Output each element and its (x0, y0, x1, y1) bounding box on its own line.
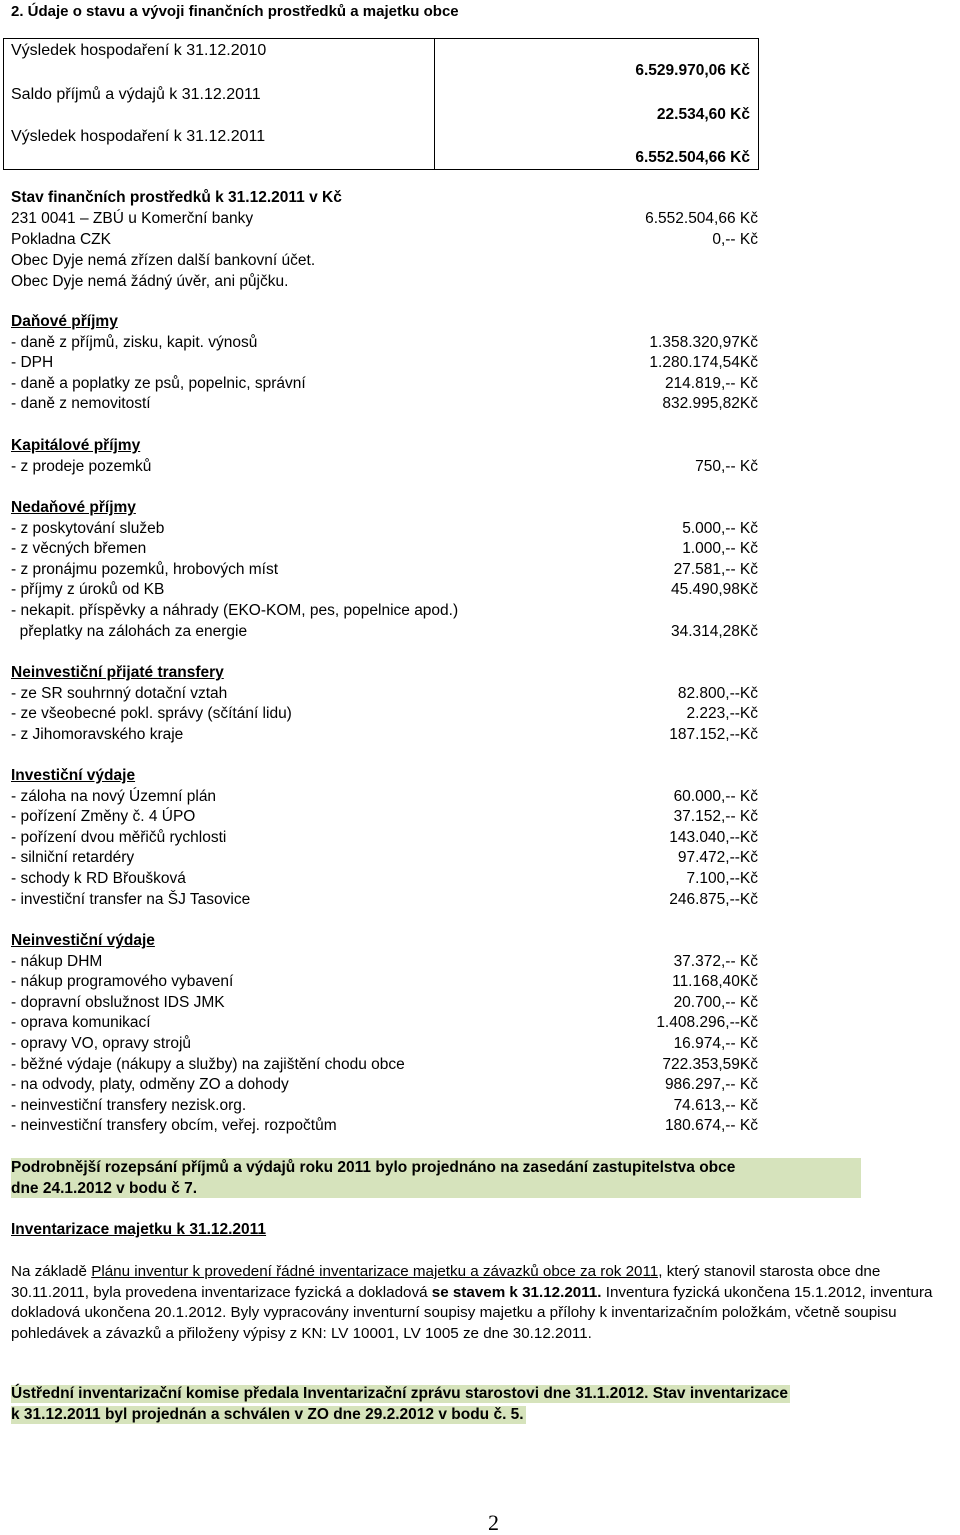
summary-label-2010: Výsledek hospodaření k 31.12.2010 (11, 42, 267, 59)
nontax-income-row-label: - nekapit. příspěvky a náhrady (EKO-KOM, pes, popelnice apod.) (11, 602, 459, 619)
tax-income-row-label: - daně a poplatky ze psů, popelnic, správní (11, 375, 306, 392)
noninvest-expenses-row-label: - neinvestiční transfery nezisk.org. (11, 1097, 247, 1114)
summary-label-2011: Výsledek hospodaření k 31.12.2011 (11, 128, 266, 145)
highlight-note (11, 1158, 861, 1198)
nontax-income-row-value: 34.314,28Kč (670, 623, 758, 640)
inventory-final-line2: k 31.12.2011 byl projednán a schválen v ZO dne 29.2.2012 v bodu č. 5. (11, 1405, 524, 1423)
inventory-rest: Inventura fyzická ukončena 15.1.2012, inventura dokladová ukončena 20.1.2012. Byly vypracovány inventurní soupisy majetku a přílohy k inventarizačním položkám, včetně soupisu pohledávek a závazků a přiloženy výpisy z KN: LV 10001, LV 1005 ze dne 30.12.2011. (11, 1283, 933, 1343)
nontax-income-row-label: - příjmy z úroků od KB (11, 581, 165, 598)
tax-income-row-value: 832.995,82Kč (662, 395, 758, 412)
invest-expenses-row-label: - silniční retardéry (11, 849, 135, 866)
inventory-final-line1: Ústřední inventarizační komise předala Inventarizační zprávu starostovi dne 31.1.2012. Stav inventarizace (11, 1385, 789, 1402)
noninvest-expenses-row-value: 16.974,-- Kč (673, 1035, 758, 1052)
inventory-state-date: se stavem k 31.12.2011. (431, 1283, 602, 1301)
noninvest-expenses-row-value: 722.353,59Kč (662, 1056, 758, 1073)
tax-income-row-label: - daně z nemovitostí (11, 395, 151, 412)
invest-expenses-heading: Investiční výdaje (11, 767, 136, 784)
funds-row-label: 231 0041 – ZBÚ u Komerční banky (11, 210, 254, 227)
nontax-income-row-value: 1.000,-- Kč (682, 540, 758, 557)
noninvest-expenses-row-label: - nákup DHM (11, 953, 103, 970)
invest-expenses-row-label: - pořízení Změny č. 4 ÚPO (11, 808, 196, 825)
capital-income-row-label: - z prodeje pozemků (11, 458, 152, 475)
summary-label-saldo: Saldo příjmů a výdajů k 31.12.2011 (11, 86, 261, 103)
highlight-note-line1: Podrobnější rozepsání příjmů a výdajů roku 2011 bylo projednáno na zasedání zastupitelstva obce (11, 1159, 736, 1176)
nontax-income-row-label: přeplatky na zálohách za energie (11, 623, 248, 640)
inventory-plan-link: Plánu inventur k provedení řádné inventarizace majetku a závazků obce za rok 2011, (91, 1263, 663, 1280)
nontax-income-row-value: 45.490,98Kč (670, 581, 758, 598)
noninvest-expenses-row-value: 180.674,-- Kč (664, 1117, 758, 1134)
noninvest-expenses-row-value: 11.168,40Kč (672, 973, 758, 990)
summary-value-2011: 6.552.504,66 Kč (635, 149, 750, 166)
section-title: 2. Údaje o stavu a vývoji finančních prostředků a majetku obce (11, 3, 459, 20)
summary-value-saldo: 22.534,60 Kč (656, 106, 750, 123)
box-divider (434, 39, 435, 169)
nontax-income-row-label: - z pronájmu pozemků, hrobových míst (11, 561, 279, 578)
tax-income-row-label: - DPH (11, 354, 54, 371)
funds-row-value: 6.552.504,66 Kč (645, 210, 758, 227)
noninvest-transfers-row-label: - z Jihomoravského kraje (11, 726, 184, 743)
nontax-income-row-value: 27.581,-- Kč (673, 561, 758, 578)
invest-expenses-row-label: - schody k RD Břoušková (11, 870, 186, 887)
invest-expenses-row-label: - investiční transfer na ŠJ Tasovice (11, 891, 251, 908)
funds-row-label: Pokladna CZK (11, 231, 111, 248)
noninvest-expenses-row-value: 20.700,-- Kč (673, 994, 758, 1011)
page-number: 2 (488, 1510, 499, 1535)
invest-expenses-row-value: 7.100,--Kč (686, 870, 758, 887)
invest-expenses-row-value: 60.000,-- Kč (673, 788, 758, 805)
capital-income-heading: Kapitálové příjmy (11, 437, 141, 454)
funds-heading: Stav finančních prostředků k 31.12.2011 v Kč (11, 189, 342, 206)
funds-row-label: Obec Dyje nemá zřízen další bankovní účet. (11, 252, 316, 269)
inventory-mid: který stanovil starosta obce dne 30.11.2011, byla provedena inventarizace fyzická a dokladová (11, 1263, 881, 1301)
noninvest-transfers-heading: Neinvestiční přijaté transfery (11, 664, 224, 681)
noninvest-expenses-row-label: - opravy VO, opravy strojů (11, 1035, 192, 1052)
noninvest-expenses-row-value: 986.297,-- Kč (664, 1076, 758, 1093)
invest-expenses-row-label: - pořízení dvou měřičů rychlosti (11, 829, 227, 846)
noninvest-expenses-row-label: - nákup programového vybavení (11, 973, 234, 990)
nontax-income-row-value: 5.000,-- Kč (682, 520, 758, 537)
highlight-note-line2: dne 24.1.2012 v bodu č 7. (11, 1179, 198, 1197)
noninvest-expenses-row-value: 74.613,-- Kč (673, 1097, 758, 1114)
tax-income-row-value: 214.819,-- Kč (664, 375, 758, 392)
noninvest-expenses-row-label: - běžné výdaje (nákupy a služby) na zajištění chodu obce (11, 1056, 405, 1073)
nontax-income-heading: Nedaňové příjmy (11, 499, 136, 516)
tax-income-row-value: 1.280.174,54Kč (649, 354, 758, 371)
tax-income-row-value: 1.358.320,97Kč (649, 334, 758, 351)
noninvest-transfers-row-value: 82.800,--Kč (677, 685, 758, 702)
noninvest-expenses-row-label: - neinvestiční transfery obcím, veřej. rozpočtům (11, 1117, 337, 1134)
invest-expenses-row-value: 246.875,--Kč (669, 891, 758, 908)
inventory-intro: Na základě (11, 1263, 92, 1280)
invest-expenses-row-value: 143.040,--Kč (669, 829, 758, 846)
invest-expenses-row-value: 97.472,--Kč (677, 849, 758, 866)
noninvest-transfers-row-value: 187.152,--Kč (669, 726, 758, 743)
nontax-income-row-label: - z věcných břemen (11, 540, 147, 557)
noninvest-expenses-heading: Neinvestiční výdaje (11, 932, 155, 949)
noninvest-transfers-row-label: - ze všeobecné pokl. správy (sčítání lidu) (11, 705, 292, 722)
noninvest-transfers-row-label: - ze SR souhrnný dotační vztah (11, 685, 228, 702)
summary-value-2010: 6.529.970,06 Kč (635, 62, 750, 79)
inventory-heading: Inventarizace majetku k 31.12.2011 (11, 1221, 267, 1238)
inventory-paragraph (11, 1262, 960, 1345)
inventory-final (11, 1385, 790, 1424)
noninvest-expenses-row-label: - na odvody, platy, odměny ZO a dohody (11, 1076, 289, 1093)
noninvest-expenses-row-label: - dopravní obslužnost IDS JMK (11, 994, 225, 1011)
capital-income-row-value: 750,-- Kč (695, 458, 758, 475)
noninvest-expenses-row-label: - oprava komunikací (11, 1014, 151, 1031)
noninvest-expenses-row-value: 37.372,-- Kč (673, 953, 758, 970)
nontax-income-row-label: - z poskytování služeb (11, 520, 165, 537)
noninvest-expenses-row-value: 1.408.296,--Kč (656, 1014, 758, 1031)
funds-row-value: 0,-- Kč (712, 231, 758, 248)
tax-income-row-label: - daně z příjmů, zisku, kapit. výnosů (11, 334, 258, 351)
funds-row-label: Obec Dyje nemá žádný úvěr, ani půjčku. (11, 273, 289, 290)
noninvest-transfers-row-value: 2.223,--Kč (686, 705, 758, 722)
invest-expenses-row-value: 37.152,-- Kč (673, 808, 758, 825)
invest-expenses-row-label: - záloha na nový Územní plán (11, 788, 217, 805)
tax-income-heading: Daňové příjmy (11, 313, 118, 330)
